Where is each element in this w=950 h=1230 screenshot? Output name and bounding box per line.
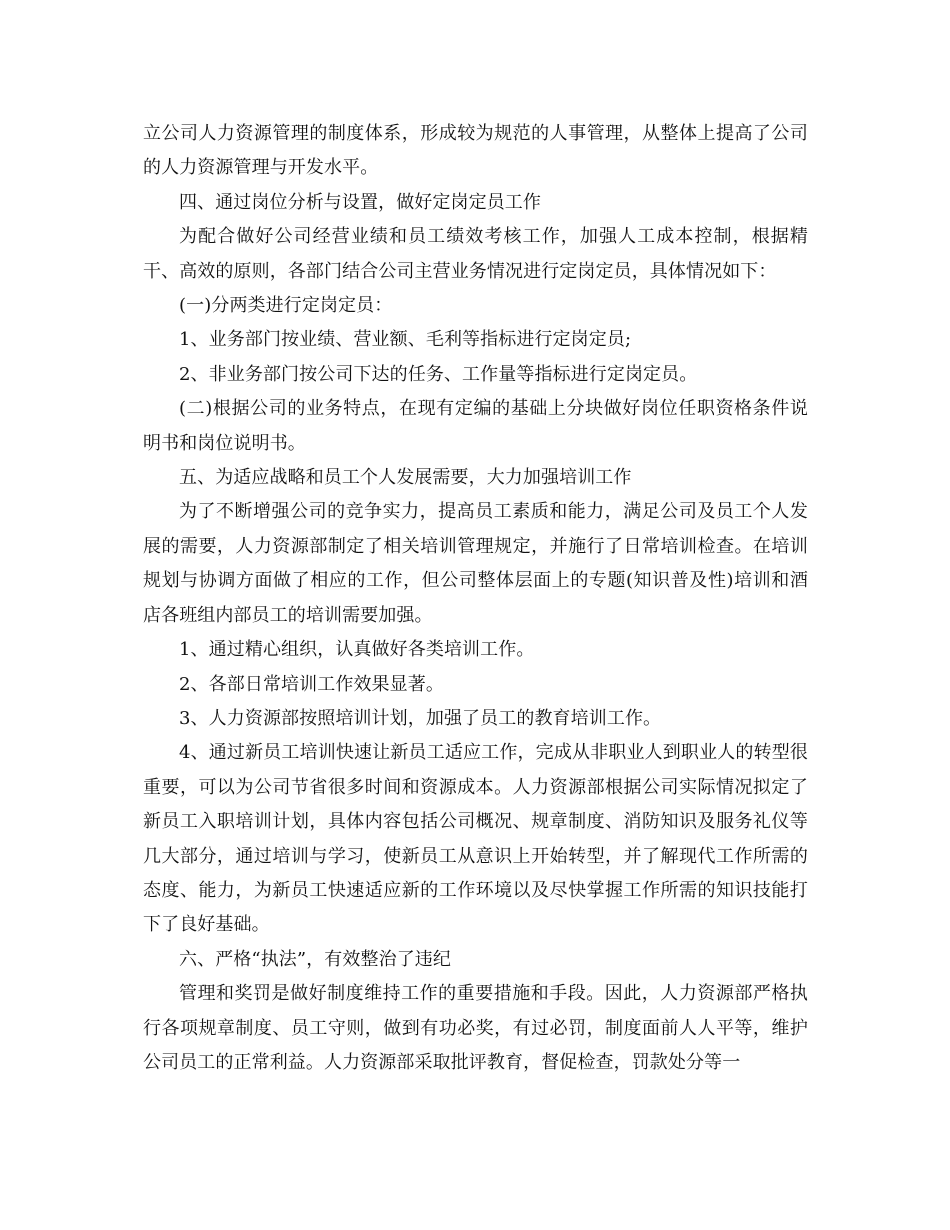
paragraph-training-item-4: 4、通过新员工培训快速让新员工适应工作，完成从非职业人到职业人的转型很重要，可以为公司节省很多时间和资源成本。人力资源部根据公司实际情况拟定了新员工入职培训计划，具体内容包括公司概况、规章制度、消防知识及服务礼仪等几大部分，通过培训与学习，使新员工从意识上开始转型，并了解现代工作所需的态度、能力，为新员工快速适应新的工作环境以及尽快掌握工作所需的知识技能打下了良好基础。 [143,742,808,936]
paragraph-training-item-2: 2、各部日常培训工作效果显著。 [179,673,444,695]
paragraph-discipline: 管理和奖罚是做好制度维持工作的重要措施和手段。因此，人力资源部严格执行各项规章制度、员工守则，做到有功必奖，有过必罚，制度面前人人平等，维护公司员工的正常利益。人力资源部采取批评教育，督促检查，罚款处分等一 [143,983,808,1073]
paragraph-training-intro: 为了不断增强公司的竞争实力，提高员工素质和能力，满足公司及员工个人发展的需要，人力资源部制定了相关培训管理规定，并施行了日常培训检查。在培训规划与协调方面做了相应的工作，但公司整体层面上的专题(知识普及性)培训和酒店各班组内部员工的培训需要加强。 [143,501,808,626]
paragraph-intro-continuation: 立公司人力资源管理的制度体系，形成较为规范的人事管理，从整体上提高了公司的人力资源管理与开发水平。 [143,123,808,179]
section-heading-6: 六、严格“执法”，有效整治了违纪 [179,948,452,970]
paragraph-staffing-item-1: (一)分两类进行定岗定员： [179,295,393,317]
section-heading-4: 四、通过岗位分析与设置，做好定岗定员工作 [179,191,541,213]
document-body [143,117,808,1080]
paragraph-staffing-item-2: (二)根据公司的业务特点，在现有定编的基础上分块做好岗位任职资格条件说明书和岗位说明书。 [143,398,808,454]
paragraph-staffing-subitem-2: 2、非业务部门按公司下达的任务、工作量等指标进行定岗定员。 [179,363,698,385]
section-heading-5: 五、为适应战略和员工个人发展需要，大力加强培训工作 [179,467,632,489]
paragraph-training-item-3: 3、人力资源部按照培训计划，加强了员工的教育培训工作。 [179,707,662,729]
paragraph-staffing-intro: 为配合做好公司经营业绩和员工绩效考核工作，加强人工成本控制，根据精干、高效的原则，各部门结合公司主营业务情况进行定岗定员，具体情况如下： [143,226,808,282]
paragraph-training-item-1: 1、通过精心组织，认真做好各类培训工作。 [179,639,535,661]
paragraph-staffing-subitem-1: 1、业务部门按业绩、营业额、毛利等指标进行定岗定员; [179,329,632,351]
